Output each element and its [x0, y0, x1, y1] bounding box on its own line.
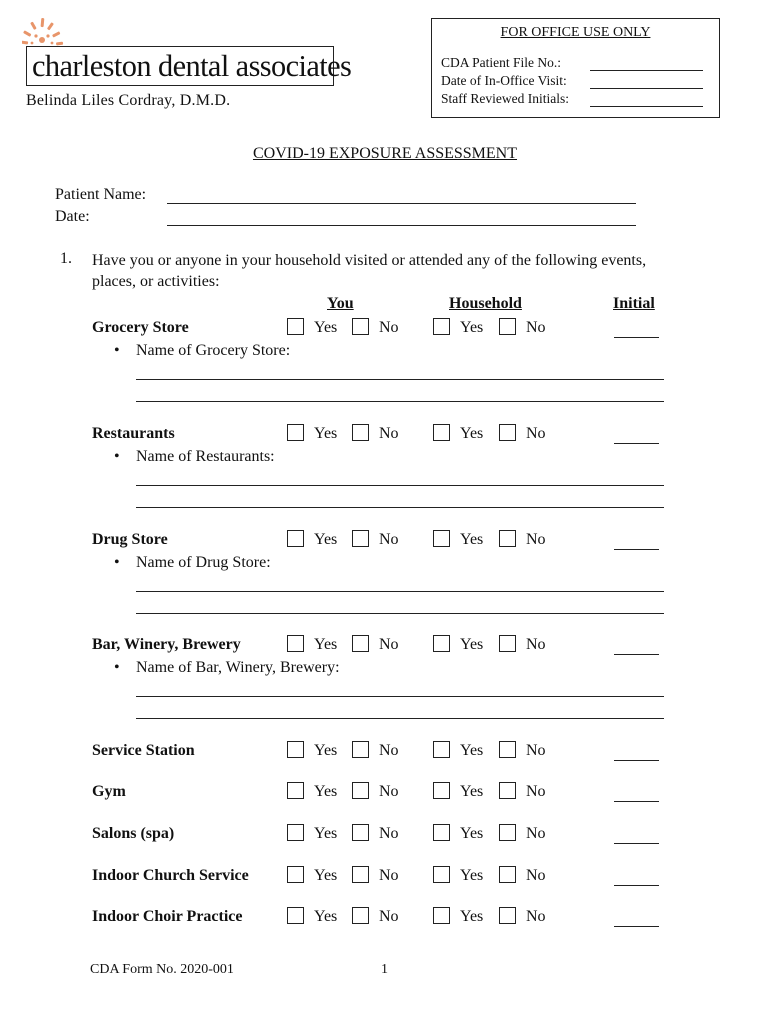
household-no-checkbox[interactable]: [499, 782, 516, 799]
column-you: You: [327, 295, 354, 312]
yes-label: Yes: [314, 742, 338, 759]
patient-name-field[interactable]: [167, 203, 636, 204]
you-yes-checkbox[interactable]: [287, 318, 304, 335]
category-label: Grocery Store: [92, 319, 189, 336]
no-label: No: [379, 825, 399, 842]
you-yes-checkbox[interactable]: [287, 424, 304, 441]
no-label: No: [379, 742, 399, 759]
category-label: Restaurants: [92, 425, 175, 442]
no-label: No: [379, 636, 399, 653]
visit-date-field[interactable]: [590, 88, 703, 89]
category-label: Salons (spa): [92, 825, 175, 842]
yes-label: Yes: [314, 783, 338, 800]
no-label: No: [526, 319, 546, 336]
yes-label: Yes: [460, 783, 484, 800]
you-no-checkbox[interactable]: [352, 907, 369, 924]
household-no-checkbox[interactable]: [499, 907, 516, 924]
yes-label: Yes: [314, 825, 338, 842]
you-no-checkbox[interactable]: [352, 824, 369, 841]
patient-file-no-field[interactable]: [590, 70, 703, 71]
yes-label: Yes: [460, 531, 484, 548]
yes-label: Yes: [314, 867, 338, 884]
no-label: No: [526, 636, 546, 653]
initial-field[interactable]: [614, 337, 659, 338]
household-yes-checkbox[interactable]: [433, 907, 450, 924]
yes-label: Yes: [314, 319, 338, 336]
bullet: •: [114, 342, 120, 359]
you-yes-checkbox[interactable]: [287, 907, 304, 924]
date-label: Date:: [55, 208, 90, 225]
no-label: No: [379, 319, 399, 336]
no-label: No: [379, 531, 399, 548]
detail-label: Name of Grocery Store:: [136, 342, 291, 359]
patient-name-label: Patient Name:: [55, 186, 147, 203]
yes-label: Yes: [460, 319, 484, 336]
initial-field[interactable]: [614, 443, 659, 444]
office-field-label: CDA Patient File No.:: [441, 55, 562, 70]
category-label: Indoor Church Service: [92, 867, 249, 884]
answer-line[interactable]: [136, 507, 664, 508]
you-yes-checkbox[interactable]: [287, 741, 304, 758]
form-number: CDA Form No. 2020-001: [90, 962, 234, 977]
no-label: No: [379, 425, 399, 442]
answer-line[interactable]: [136, 718, 664, 719]
no-label: No: [526, 742, 546, 759]
no-label: No: [526, 425, 546, 442]
bullet: •: [114, 554, 120, 571]
household-no-checkbox[interactable]: [499, 530, 516, 547]
you-yes-checkbox[interactable]: [287, 824, 304, 841]
you-yes-checkbox[interactable]: [287, 635, 304, 652]
detail-label: Name of Bar, Winery, Brewery:: [136, 659, 340, 676]
household-yes-checkbox[interactable]: [433, 824, 450, 841]
no-label: No: [379, 908, 399, 925]
office-use-title: FOR OFFICE USE ONLY: [500, 25, 651, 40]
you-no-checkbox[interactable]: [352, 424, 369, 441]
practice-name: charleston dental associates: [32, 48, 352, 83]
answer-line[interactable]: [136, 591, 664, 592]
you-no-checkbox[interactable]: [352, 530, 369, 547]
column-initial: Initial: [613, 295, 655, 312]
household-no-checkbox[interactable]: [499, 866, 516, 883]
page-number: 1: [381, 962, 388, 977]
column-household: Household: [449, 295, 522, 312]
question-text: Have you or anyone in your household visited or attended any of the following events, places, or activities:: [92, 252, 647, 290]
household-yes-checkbox[interactable]: [433, 530, 450, 547]
you-no-checkbox[interactable]: [352, 635, 369, 652]
household-yes-checkbox[interactable]: [433, 635, 450, 652]
you-no-checkbox[interactable]: [352, 741, 369, 758]
household-yes-checkbox[interactable]: [433, 318, 450, 335]
bullet: •: [114, 448, 120, 465]
initial-field[interactable]: [614, 760, 659, 761]
no-label: No: [379, 783, 399, 800]
answer-line[interactable]: [136, 379, 664, 380]
no-label: No: [526, 867, 546, 884]
household-yes-checkbox[interactable]: [433, 866, 450, 883]
yes-label: Yes: [460, 742, 484, 759]
you-yes-checkbox[interactable]: [287, 530, 304, 547]
household-yes-checkbox[interactable]: [433, 782, 450, 799]
household-no-checkbox[interactable]: [499, 424, 516, 441]
answer-line[interactable]: [136, 485, 664, 486]
category-label: Gym: [92, 783, 126, 800]
yes-label: Yes: [460, 636, 484, 653]
household-no-checkbox[interactable]: [499, 318, 516, 335]
date-field[interactable]: [167, 225, 636, 226]
household-no-checkbox[interactable]: [499, 741, 516, 758]
no-label: No: [526, 825, 546, 842]
office-field-label: Staff Reviewed Initials:: [441, 91, 569, 106]
form-title: COVID-19 EXPOSURE ASSESSMENT: [252, 145, 518, 162]
yes-label: Yes: [314, 636, 338, 653]
detail-label: Name of Drug Store:: [136, 554, 271, 571]
question-number: 1.: [60, 250, 72, 267]
no-label: No: [379, 867, 399, 884]
yes-label: Yes: [460, 908, 484, 925]
initial-field[interactable]: [614, 654, 659, 655]
household-yes-checkbox[interactable]: [433, 424, 450, 441]
household-no-checkbox[interactable]: [499, 635, 516, 652]
category-label: Drug Store: [92, 531, 168, 548]
bullet: •: [114, 659, 120, 676]
initial-field[interactable]: [614, 801, 659, 802]
you-yes-checkbox[interactable]: [287, 782, 304, 799]
you-no-checkbox[interactable]: [352, 866, 369, 883]
doctor-name: Belinda Liles Cordray, D.M.D.: [26, 92, 231, 109]
no-label: No: [526, 531, 546, 548]
yes-label: Yes: [314, 531, 338, 548]
you-yes-checkbox[interactable]: [287, 866, 304, 883]
you-no-checkbox[interactable]: [352, 782, 369, 799]
yes-label: Yes: [314, 908, 338, 925]
yes-label: Yes: [460, 867, 484, 884]
you-no-checkbox[interactable]: [352, 318, 369, 335]
initial-field[interactable]: [614, 926, 659, 927]
staff-initials-field[interactable]: [590, 106, 703, 107]
household-yes-checkbox[interactable]: [433, 741, 450, 758]
initial-field[interactable]: [614, 885, 659, 886]
no-label: No: [526, 908, 546, 925]
answer-line[interactable]: [136, 696, 664, 697]
detail-label: Name of Restaurants:: [136, 448, 275, 465]
household-no-checkbox[interactable]: [499, 824, 516, 841]
yes-label: Yes: [460, 825, 484, 842]
answer-line[interactable]: [136, 401, 664, 402]
office-field-label: Date of In-Office Visit:: [441, 73, 567, 88]
category-label: Indoor Choir Practice: [92, 908, 243, 925]
initial-field[interactable]: [614, 843, 659, 844]
yes-label: Yes: [314, 425, 338, 442]
answer-line[interactable]: [136, 613, 664, 614]
category-label: Service Station: [92, 742, 195, 759]
initial-field[interactable]: [614, 549, 659, 550]
category-label: Bar, Winery, Brewery: [92, 636, 241, 653]
yes-label: Yes: [460, 425, 484, 442]
no-label: No: [526, 783, 546, 800]
